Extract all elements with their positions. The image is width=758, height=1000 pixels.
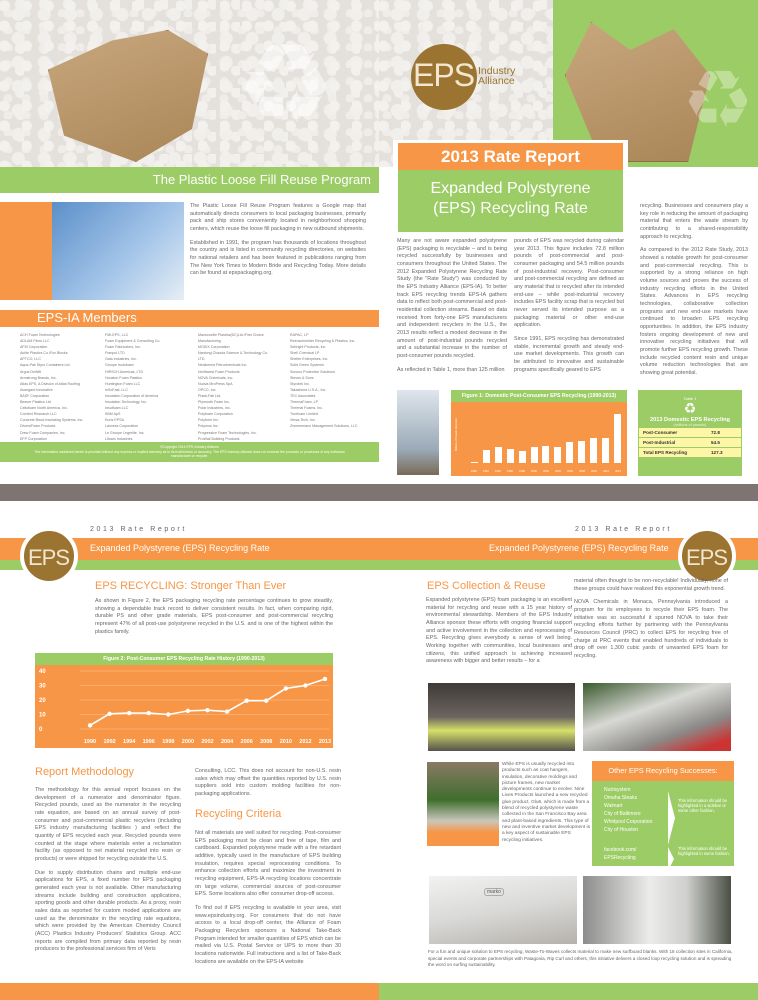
list-item: Walmart <box>604 803 623 809</box>
x-tick-label: 2000 <box>181 739 195 745</box>
paragraph: Not all materials are well suited for recycling. Post-consumer EPS packaging must be clean and free of tape, film and cardboard. Expanded polystyrene made with a fire retardant additive, typically used in the manufacture of EPS building insulation, requires special reprocessing conditions. To enhance collection efforts and maximize the investment in recycling equipment, EPS-IA recycling locations concentrate on large volume, commercial sources of post-consumer EPS. Some locations also offer consumer drop-off access. <box>195 830 341 898</box>
table-row <box>639 438 741 447</box>
member-name: Plymouth Foam Inc. <box>198 400 230 405</box>
bar <box>578 441 585 463</box>
member-name: Northwest Foam Products <box>198 369 240 374</box>
eps-logo-circle <box>678 527 736 585</box>
members-column-4 <box>290 332 375 430</box>
row-label: Post-Consumer <box>643 430 678 435</box>
member-name: Solid Green Systems <box>290 363 324 368</box>
member-name: Insulation Technology, Inc. <box>105 400 148 405</box>
member-name: LTD <box>198 357 205 362</box>
bar <box>542 446 549 463</box>
x-tick-label: 1992 <box>103 739 116 745</box>
rate-report-label: 2013 Rate Report <box>575 526 672 533</box>
methodology-column <box>35 787 181 954</box>
member-name: Shell Chemical LP <box>290 351 320 356</box>
chevron-right-icon <box>668 791 675 845</box>
logo-wordmark <box>478 66 515 86</box>
member-name: BASF Corporation <box>20 393 50 398</box>
row-label: Total EPS Recycling <box>643 450 688 455</box>
member-name: Truefoam Limited <box>290 412 318 417</box>
member-name: MODIX Corporation <box>198 345 230 350</box>
x-tick-label: 1994 <box>495 470 501 473</box>
x-tick-label: 1996 <box>142 739 155 745</box>
data-point <box>205 708 209 712</box>
recycle-watermark-icon: ♻ <box>236 23 335 146</box>
member-name: Reenschneider Recycling & Plastics, Inc. <box>290 339 356 344</box>
bar <box>614 414 621 464</box>
row-value: 127.3 <box>711 450 723 455</box>
row-label: Post-Industrial <box>643 440 676 445</box>
chart-title: Figure 1: Domestic Post-Consumer EPS Recycling (1990-2013) <box>451 390 627 402</box>
member-name: Polar Industries, Inc. <box>198 406 231 411</box>
data-point <box>166 712 170 716</box>
member-name: Drew Foam Companies, Inc. <box>20 430 66 435</box>
data-point <box>186 709 190 713</box>
member-name: Progressive Foam Technologies, Inc. <box>198 430 257 435</box>
member-name: Foam Fabricators, Inc. <box>105 345 141 350</box>
volunteers-truck-photo <box>428 683 575 751</box>
car-dropoff-photo <box>583 683 731 751</box>
member-name: EFP Corporation <box>20 436 47 441</box>
paragraph: The Plastic Loose Fill Reuse Program features a Google map that automatically directs consumers to local packaging businesses, primarily pack and ship stores conveniently located in neighborhood shopping centers, which reuse the loose fill packaging in new outbound shipments. <box>190 203 366 233</box>
surfboards-photo <box>583 876 731 944</box>
report-subtitle <box>398 170 623 232</box>
bar <box>554 447 561 464</box>
page1-footer <box>0 442 379 462</box>
y-axis-label: Millions of Pounds Recycled <box>455 418 458 452</box>
member-name: Huntington Foam LLC <box>105 381 141 386</box>
bar <box>507 449 514 463</box>
member-name: Polymos Inc. <box>198 424 219 429</box>
paragraph: As shown in Figure 2, the EPS packaging recycling rate percentage continues to grow steadily, showing a dependable track record to deliver consistent results. In fact, when comparing rigid, durable PS and other grade materials, EPS post-consumer and post-commercial recycling represent 47% of all post-use polystyrene recycled in the U.S. and is one of the highest within the plastics family. <box>95 598 333 635</box>
sidebar-note: This information should be highlighted in some fashion, <box>678 846 730 856</box>
eps-logo-circle <box>20 527 78 585</box>
list-item: Omaha Steaks <box>604 795 638 801</box>
data-point <box>303 683 307 687</box>
bar <box>519 451 526 463</box>
member-name: Comfort Research LLC <box>20 412 57 417</box>
figure1-bar-chart <box>451 390 627 476</box>
table1-domestic-recycling <box>638 390 742 476</box>
member-name: Airlite Plastics Co./Fox Blocks <box>20 351 68 356</box>
member-name: Polyfoam Corporation <box>198 412 233 417</box>
paragraph: As reflected in Table 1, more than 125 million <box>397 366 505 373</box>
surfboard-van-photo <box>429 876 577 944</box>
section-heading: Report Methodology <box>35 766 135 778</box>
member-name: Neoikemia Petrochemicals Inc. <box>198 363 248 368</box>
methodology-continued <box>195 768 341 799</box>
collection-column-2 <box>574 578 728 661</box>
member-name: Lifoam Industries <box>105 436 133 441</box>
chevron-right-icon <box>668 847 674 871</box>
table-subtitle: (millions of pounds) <box>673 423 707 427</box>
bar <box>566 442 573 463</box>
x-tick-label: 1994 <box>123 739 136 745</box>
bar <box>602 438 609 463</box>
paragraph: Since 1991, EPS recycling has demonstrated stable, incremental growth and steady end-use market developments. This growth can be attributed to innovative and sustainable programs specifically geared to EPS <box>514 336 624 373</box>
member-name: FMI-EPS, LLC <box>105 333 129 337</box>
y-tick-label: 0 <box>39 727 43 733</box>
table-title: 2013 Domestic EPS Recycling <box>650 417 730 423</box>
y-tick-label: 30 <box>39 683 46 690</box>
member-name: Le Groupe Legerlite, Inc. <box>105 430 145 435</box>
member-name: Sonoco Protective Solutions <box>290 369 335 374</box>
x-tick-label: 2010 <box>591 470 597 473</box>
member-name: Armstrong Brands, Inc. <box>20 375 57 380</box>
x-tick-label: 2006 <box>567 470 573 473</box>
report-title: 2013 Rate Report <box>398 143 623 170</box>
data-point <box>127 711 131 715</box>
member-name: RAPAC, LP <box>290 333 309 337</box>
member-name: Takashima U.S.A., Inc. <box>290 387 327 392</box>
member-name: Plasti-Fab Ltd. <box>198 393 222 398</box>
paragraph: Expanded polystyrene (EPS) foam packaging is an excellent material for recycling and reuse with a 15 year history of environmental stewardship. Members of the EPS Industry Alliance sponsor these efforts with ongoing financial support and active involvement in the collection and reprocessing of EPS. Recycling gives everybody a sense of well being. Working together with communities, local businesses and citizens, this unified approach is achieving increased awareness with bigger and better results – for a <box>426 597 572 665</box>
chart-title: Figure 2: Post-Consumer EPS Recycling Rate History (1990-2013) <box>35 653 333 665</box>
x-tick-label: 1998 <box>519 470 525 473</box>
x-tick-label: 2004 <box>220 739 234 745</box>
data-point <box>225 709 229 713</box>
subtitle-line1: Expanded Polystyrene <box>430 180 591 197</box>
x-tick-label: 1992 <box>483 470 489 473</box>
x-tick-label: 2013 <box>615 470 621 473</box>
member-name: KBM ApS <box>105 412 121 417</box>
member-name: Foam Equipment & Consulting Co. <box>105 339 161 344</box>
member-name: TEC Associates <box>290 393 316 398</box>
member-name: NOVA Chemicals, Inc. <box>198 375 234 380</box>
member-name: ProWall Building Products <box>198 436 240 441</box>
x-tick-label: 2012 <box>299 739 312 745</box>
open-box-image <box>48 30 208 162</box>
copyright: ©Copyright 2014 EPS Industry Alliance <box>160 445 219 449</box>
data-line <box>90 679 325 725</box>
logo-line1: Industry <box>478 65 516 77</box>
member-name: Houston Foam Plastics <box>105 375 142 380</box>
successes-list <box>604 786 652 834</box>
bar <box>495 447 502 463</box>
subtitle-line2: (EPS) Recycling Rate <box>433 200 588 217</box>
program-intro <box>190 203 366 278</box>
bar <box>590 438 597 463</box>
criteria-column <box>195 830 341 966</box>
sidebar-note: This information should be highlighted in a sidebar or some other fashion, <box>678 798 728 813</box>
member-name: Lanxess Corporation <box>105 424 139 429</box>
x-tick-label: 2000 <box>531 470 537 473</box>
paragraph: Many are not aware expanded polystyrene (EPS) packaging is recyclable – and is being recycled successfully by businesses and consumers throughout the United States. The 2012 Expanded Polystyrene Recycling Rate Study (the "Rate Study") was conducted by the EPS Industry Alliance (EPS-IA). To better track EPS recycling trends EPS-IA gathers data to reflect both post-commercial and post-residential collection streams. Based on data received from forty-one EPS manufacturers and independent recyclers in the U.S., the 2013 results reflect a modest decrease in the amount of post-industrial pounds recycled and a substantial increase in the number of post-consumer pounds recycled. <box>397 238 507 360</box>
member-name: Franpul LTD <box>105 351 125 356</box>
facebook-line2: EPSRecycling <box>604 855 636 861</box>
logo-mark: EPS <box>413 57 475 93</box>
paragraph: recycling. Businesses and consumers play a key role in reducing the amount of packaging material that enters the waste stream by contributing to a shared-responsibility approach to recycling. <box>640 203 748 240</box>
page4-footer-band <box>379 983 758 1000</box>
collection-column-1 <box>426 597 572 666</box>
paragraph: material often thought to be non-recyclable! Individually, none of these groups could have realized this exponential growth trend. <box>574 578 728 592</box>
spread-divider <box>0 484 758 501</box>
page2-column-2 <box>514 238 624 374</box>
page2-column-1 <box>397 238 507 374</box>
paragraph: As compared to the 2012 Rate Study, 2013 showed a notable growth for post-consumer and post-commercial recycling. This is supported by a strong reliance on high volume sources and proves the success of industry recycling efforts in the United States. Advances in EPS recycling technologies, collaborative collection programs and new end-use markets have continued to broaden EPS recycling opportunities. In addition, the EPS industry fosters ongoing development of new and innovative recycling initiatives that will promote further EPS recycling growth. These include recycled content resin and unique volume reduction technologies that are showing great potential. <box>640 247 748 377</box>
paragraph: To find out if EPS recycling is available in your area, visit www.epsindustry.org. For consumers that do not have access to a local drop-off center, the Alliance of Foam Packaging Recyclers sponsors a National Take-Back Program intended for smaller quantities of EPS which can be mailed via U.S. Postal Service or UPS to more than 30 locations nationwide. Full instructions and a list of Take-Back locations are available on the EPS-IA website <box>195 905 341 965</box>
eps-bales-photo <box>397 390 439 475</box>
data-point <box>147 711 151 715</box>
member-name: Insulfoam LLC <box>105 406 129 411</box>
member-name: Thermal Foams, Inc. <box>290 406 323 411</box>
y-tick-label: 20 <box>39 698 46 704</box>
data-point <box>284 686 288 690</box>
page2-column-3 <box>640 203 748 378</box>
data-point <box>323 677 327 681</box>
section-heading: Recycling Criteria <box>195 808 282 820</box>
x-tick-label: 1998 <box>162 739 175 745</box>
members-column-3 <box>198 332 288 448</box>
x-tick-label: 2004 <box>555 470 561 473</box>
member-name: Avangard Innovative <box>20 387 53 392</box>
table-caption: Table 1 <box>683 396 697 401</box>
eps-industry-alliance-logo <box>411 44 516 110</box>
page1-hero-image <box>0 0 379 167</box>
paragraph: NOVA Chemicals in Monaca, Pennsylvania introduced a program for its employees to recycle their EPS foam. The initiative was so successful it spurred NOVA to take their recycling efforts further by partnering with the Pennsylvania Resources Council (PRC) to collect EPS for recycling free of charge at PRC events that enabled hundreds of individuals to drop off over 1,300 cubic yards of unwanted EPS foam for recycling. <box>574 599 728 660</box>
x-tick-label: 1996 <box>507 470 513 473</box>
header-title: Expanded Polystyrene (EPS) Recycling Rate <box>489 543 669 553</box>
logo-mark: EPS <box>28 545 70 570</box>
section-heading: EPS Collection & Reuse <box>427 580 546 592</box>
rate-report-label: 2013 Rate Report <box>90 526 187 533</box>
program-banner-title: The Plastic Loose Fill Reuse Program <box>152 172 371 187</box>
bar <box>531 447 538 463</box>
member-name: Aqua-Pak Styro Containers Ltd. <box>20 363 71 368</box>
member-name: OPCO, Inc. <box>198 387 217 392</box>
member-name: Nantong Chaoda Science & Technology Co. <box>198 351 269 356</box>
list-item: Nutrisystem <box>604 787 631 793</box>
member-name: Kurtz EPSA <box>105 418 124 423</box>
members-column-2 <box>105 332 190 448</box>
van-label: marko <box>484 888 504 896</box>
member-name: ACH Foam Technologies <box>20 333 60 337</box>
x-tick-label: 2006 <box>240 739 253 745</box>
member-name: Atlas EPS, A Division of Atlas Roofing <box>20 381 80 386</box>
section-heading: EPS RECYCLING: Stronger Than Ever <box>95 580 287 592</box>
x-tick-label: 2010 <box>279 739 292 745</box>
member-name: InSoFast, LLC <box>105 387 128 392</box>
paragraph: Due to supply distribution chains and multiple end-use applications for EPS, a fixed number for EPS packaging generated each year is not available. Other manufacturing streams include building and construction applications, sporting goods and other durable products. As a proxy, resin sales data as reported for custom moded applications are used as the denominator in the recycling rate equations, which were provided by the American Chemistry Council (ACC) Plastics Industry Producers' Statistics Group. ACC reports are compiled from primary data reported by resin producers to the professional services firm of Veris <box>35 869 181 953</box>
member-name: Groupe Isolofoam <box>105 363 134 368</box>
paragraph: Established in 1991, the program has thousands of locations throughout the country and is listed in community recycling directories, on websites for national retailers and has been featured in publications ranging from The New York Times to Modern Bride and Recycling Today. More details can be found at epspackaging.org. <box>190 239 366 277</box>
member-name: Shelter Enterprises, Inc. <box>290 357 329 362</box>
member-name: Nuova MroPress SpA <box>198 381 233 386</box>
row-value: 54.5 <box>711 440 720 445</box>
x-tick-label: 1990 <box>471 470 477 473</box>
member-name: HIRSCH Americas, LTD <box>105 369 144 374</box>
line-plot <box>35 665 333 748</box>
successes-sidebar <box>592 761 734 866</box>
x-tick-label: 2013 <box>318 739 332 745</box>
member-name: Argus DeWitt <box>20 369 42 374</box>
member-name: Beaver Plastics Ltd <box>20 400 51 405</box>
member-name: Steves & Sons <box>290 375 314 380</box>
member-name: Versa-Tech, Inc. <box>290 418 316 423</box>
data-point <box>88 723 92 727</box>
member-name: Gala Industries, Inc. <box>105 357 137 362</box>
x-tick-label: 2002 <box>543 470 549 473</box>
member-name: AFM Corporation <box>20 345 48 350</box>
list-item: City of Houston <box>604 827 639 833</box>
member-name: DiversiFoam Products <box>20 424 56 429</box>
page3-footer-band <box>0 983 379 1000</box>
recycle-watermark-icon: ♻ <box>682 55 754 144</box>
list-item: City of Baltimore <box>604 811 641 817</box>
row-value: 72.8 <box>711 430 720 435</box>
header-title: Expanded Polystyrene (EPS) Recycling Rate <box>90 543 270 553</box>
member-name: Manufacturing <box>198 339 221 344</box>
glue-product-photo <box>427 762 499 846</box>
bars <box>471 408 621 463</box>
list-item: Whirlpool Corporation <box>604 819 653 825</box>
paragraph: pounds of EPS was recycled during calendar year 2013. This figure includes 72.8 million pounds of post-commercial and post-consumer packaging and 54.5 million pounds of post-industrial recovery. Post-consumer and post-commercial recycling are defined as any material that is recycled after its intended end-use – while post-industrial recovery includes EPS facility scrap that is recycled but never served its intended purpose as a packaging material or other end-use application. <box>514 238 624 329</box>
members-column-1 <box>20 332 105 448</box>
facebook-link[interactable] <box>604 846 637 862</box>
bar <box>483 450 490 463</box>
paragraph: Consulting, LCC. This does not account for non-U.S. resin sales which may offset the quantities reported by U.S. resin suppliers sold into custom molding facilities for non-packaging applications. <box>195 768 341 798</box>
member-name: ADLAM Films LLC <box>20 339 50 344</box>
x-tick-label: 2008 <box>260 739 273 745</box>
orange-accent-block <box>0 202 52 300</box>
logo-line2: Alliance <box>478 75 515 87</box>
member-name: Concrete Block Insulating Systems, Inc. <box>20 418 84 423</box>
recycle-icon: ♻ <box>683 400 697 416</box>
disclaimer: The information contained herein is provided without any express or implied warranty as to its truthfulness or accuracy. The EPS Industry Alliance does not endorse the products or processes of any individual manufacturer or recycler. <box>34 449 345 459</box>
sidebar-title: Other EPS Recycling Successes: <box>592 761 734 781</box>
data-point <box>107 712 111 716</box>
facebook-line1: facebook.com/ <box>604 847 637 853</box>
member-name: Cellofoam North America, Inc. <box>20 406 68 411</box>
x-tick-label: 2008 <box>579 470 585 473</box>
x-tick-label: 1990 <box>83 739 97 745</box>
member-name: Styrotek Inc. <box>290 381 310 386</box>
member-name: ThermaFoam, LP <box>290 400 318 405</box>
table-row <box>639 448 741 457</box>
member-name: Polyform Inc. <box>198 418 219 423</box>
logo-mark: EPS <box>686 545 728 570</box>
x-tick-label: 2012 <box>603 470 609 473</box>
data-point <box>244 699 248 703</box>
member-name: APTCO, LLC <box>20 357 41 362</box>
glue-paragraph: While EPS is usually recycled into products such as coat hangers, insulation, decorative moldings and picture frames, new market developments continue to evolve. Nine Lives Products launched a new recycled glue product, Glu6, which is made from a blend of recycled polystyrene waste collected in the San Francisco Bay area and plant-based ingredients. This type of new and inventive market development is a key aspect of sustainable EPS recycling initiatives. <box>502 762 590 843</box>
members-header <box>0 310 379 327</box>
member-name: Sebright Products, Inc. <box>290 345 327 350</box>
table-row <box>639 428 741 437</box>
paragraph: The methodology for this annual report focuses on the development of a numerator and denominator figure. Recycled pounds, used as the numerator in the recycling rate equation, are based on an annual survey of post-consumer and post-commercial plastic recyclers (including EPS industry manufacturing facilities ) and reflect the quantity of EPS recycled each year. Recycled pounds were counted at the stage where materials enter a reclamation facility (as opposed to net material recycled into resin or products) or were shipped for recycling outside the U.S. <box>35 787 181 863</box>
y-tick-label: 40 <box>39 669 46 675</box>
members-title: EPS-IA Members <box>37 310 137 325</box>
laptop-loose-fill-photo <box>52 202 184 300</box>
member-name: Mansonville Plastics(BC)Ltd./First Choice <box>198 333 264 337</box>
figure2-line-chart <box>35 653 333 748</box>
member-name: Zimmermann Management Solutions, LLC <box>290 424 358 429</box>
waste-to-waves-caption: For a fun and unique solution to EPS recycling, Waste-To-Waves collects material to make new surfboard blanks. With 18 collection sites in California, special events and corporate partnerships with Patagonia, Rip Curl and others, this initiative delivers a closed loop recycling solution and is spreading the word on surfing sustainability. <box>428 949 733 968</box>
x-axis-labels <box>471 470 621 473</box>
bar <box>471 462 478 463</box>
program-banner <box>0 167 379 193</box>
x-tick-label: 2002 <box>201 739 214 745</box>
y-tick-label: 10 <box>39 712 46 719</box>
data-point <box>264 699 268 703</box>
member-name: Insulation Corporation of America <box>105 393 159 398</box>
